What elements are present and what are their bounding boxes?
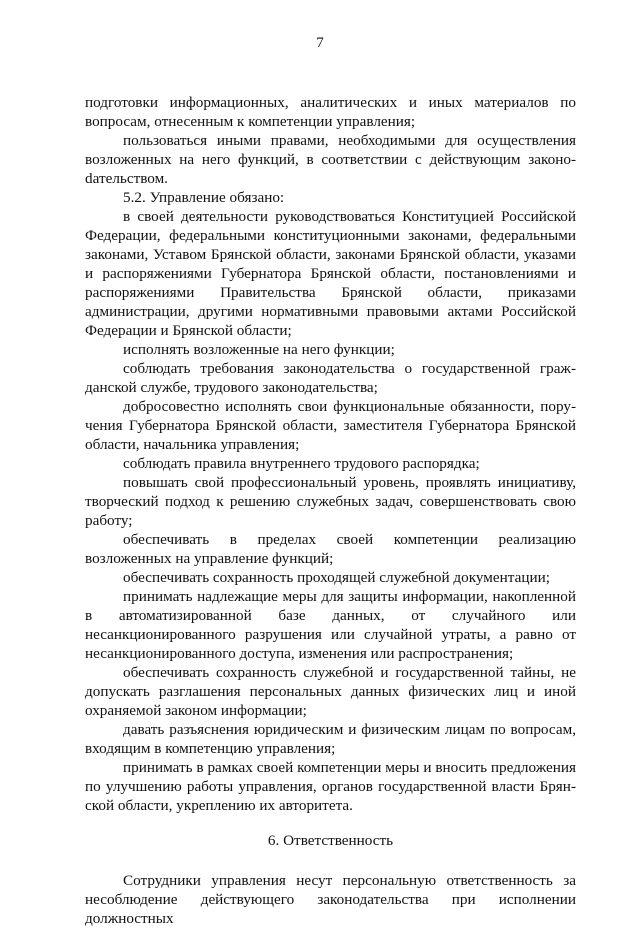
paragraph-guided-by-law: в своей деятельности руководствоваться Конституцией Российской Федерации, федеральными конституционными законами, федеральными законами, Уставом Брянской области, законами Брянской области, указами и распоряжениями Губернатора Брянской области, постановлениями и распоряжениями Правительства Брянской области, приказами администрации, другими нормативными правовыми актами Российской Федерации и Брянской области; — [85, 208, 576, 339]
paragraph-information-protection: принимать надлежащие меры для защиты информации, накопленной в автоматизированной базе данных, от случайного или несанкционированного разрушения или случайной утраты, а равно от несанкционированного доступа, изменения или распространения; — [85, 588, 576, 662]
paragraph-documentation-safety: обеспечивать сохранность проходящей служебной документации; — [123, 569, 550, 586]
paragraph-professional-level: повышать свой профессиональный уровень, проявлять инициативу, творческий подход к решению служебных задач, совершенствовать свою работу; — [85, 474, 576, 529]
subsection-5-2-heading: 5.2. Управление обязано: — [123, 189, 285, 206]
paragraph-civil-service-law: соблюдать требования законодательства о государственной гражданской службе, трудового законодательства; — [85, 360, 576, 396]
paragraph-materials: подготовки информационных, аналитических и иных материалов по вопросам, отнесенным к компетенции управления; — [85, 94, 576, 130]
paragraph-implementation: обеспечивать в пределах своей компетенции реализацию возложенных на управление функций; — [85, 531, 576, 567]
paragraph-secrecy: обеспечивать сохранность служебной и государственной тайны, не допускать разглашения персональных данных физических лиц и иной охраняемой законом информации; — [85, 664, 576, 719]
paragraph-proposals: принимать в рамках своей компетенции меры и вносить предложения по улучшению работы управления, органов государственной власти Брянской области, укреплению их авторитета. — [85, 759, 576, 814]
paragraph-explanations: давать разъяснения юридическим и физическим лицам по вопросам, входящим в компетенцию управления; — [85, 721, 576, 757]
paragraph-other-rights: пользоваться иными правами, необходимыми для осуществления возложенных на него функций, в соответствии с действующим законоdательством. — [85, 132, 576, 187]
paragraph-perform-functions: исполнять возложенные на него функции; — [123, 341, 395, 358]
paragraph-internal-rules: соблюдать правила внутреннего трудового распорядка; — [123, 455, 480, 472]
page-number: 7 — [316, 35, 324, 51]
section-heading-responsibility: 6. Ответственность — [267, 832, 394, 849]
paragraph-personal-responsibility: Сотрудники управления несут персональную ответственность за несоблюдение действующего законодательства при исполнении должностных — [85, 872, 576, 927]
document-body — [85, 93, 576, 928]
paragraph-duties-instructions: добросовестно исполнять свои функциональные обязанности, поручения Губернатора Брянской области, заместителя Губернатора Брянской области, начальника управления; — [85, 398, 576, 453]
